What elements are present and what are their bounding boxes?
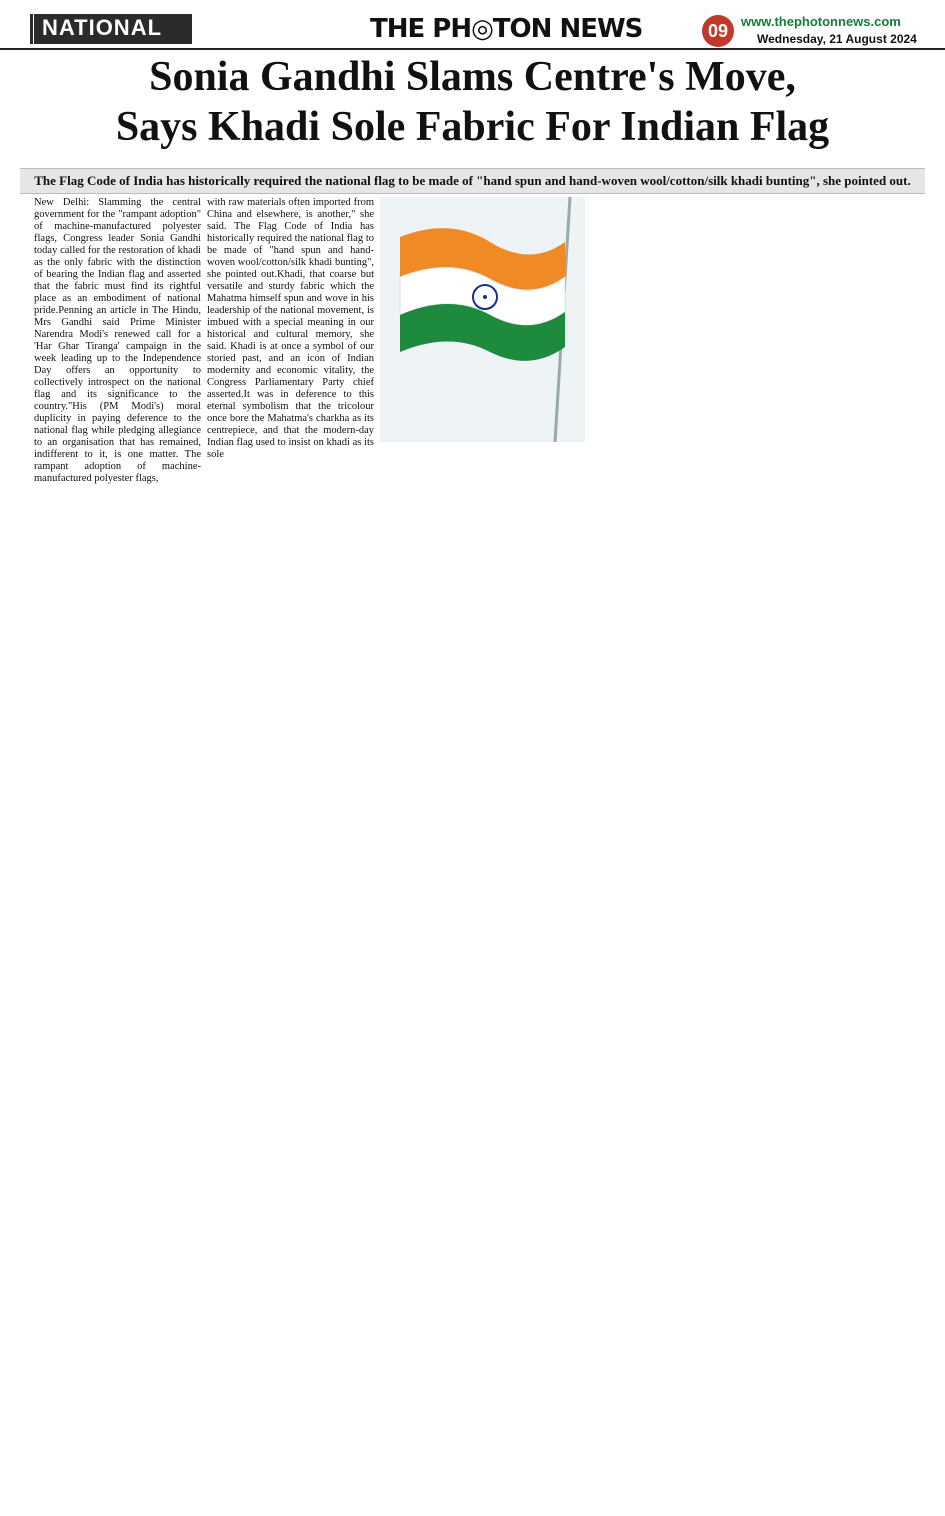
lead-headline bbox=[20, 52, 925, 152]
issue-date: Wednesday, 21 August 2024 bbox=[757, 32, 917, 46]
masthead: THE PH◎TON NEWS bbox=[370, 14, 643, 44]
lead-strap: The Flag Code of India has historically required the national flag to be made of "hand spun and hand-woven wool/cotton/silk khadi bunting", she pointed out. bbox=[20, 168, 925, 194]
lead-column-1: New Delhi: Slamming the central government for the "rampant adoption" of machine-manufactured polyester flags, Congress leader Sonia Gandhi today called for the restoration of khadi as the only fabric with the distinction of bearing the Indian flag and asserted that the fabric must find its rightful place as an embodiment of national pride.Penning an article in The Hindu, Mrs Gandhi said Prime Minister Narendra Modi's renewed call for a 'Har Ghar Tiranga' campaign in the week leading up to the Independence Day offers an opportunity to collectively introspect on the national flag and its significance to the country."His (PM Modi's) moral duplicity in paying deference to the national flag while pledging allegiance to an organisation that has remained, indifferent to it, is one matter. The rampant adoption of machine-manufactured polyester flags, bbox=[34, 197, 201, 484]
website-link[interactable]: www.thephotonnews.com bbox=[741, 14, 901, 29]
lead-column-2: with raw materials often imported from China and elsewhere, is another," she said. The Flag Code of India has historically required the national flag to be made of "hand spun and hand-woven wool/cotton/silk khadi bunting", she pointed out.Khadi, that coarse but versatile and sturdy fabric which the Mahatma himself spun and wove in his leadership of the national movement, is imbued with a special meaning in our historical and cultural memory, she said. Khadi is at once a symbol of our storied past, and an icon of Indian modernity and economic vitality, the Congress Parliamentary Party chief asserted.It was in deference to this eternal symbolism that the tricolour once bore the Mahatma's charkha as its centrepiece, and that the modern-day Indian flag used to insist on khadi as its sole bbox=[207, 197, 374, 460]
page-number-badge: 09 bbox=[702, 15, 734, 47]
lead-headline-line2: Says Khadi Sole Fabric For Indian Flag bbox=[115, 104, 830, 150]
page-header bbox=[0, 0, 945, 50]
lead-headline-line1: Sonia Gandhi Slams Centre's Move, bbox=[149, 54, 796, 100]
flag-photo bbox=[380, 197, 585, 442]
section-tag: NATIONAL bbox=[34, 14, 192, 44]
